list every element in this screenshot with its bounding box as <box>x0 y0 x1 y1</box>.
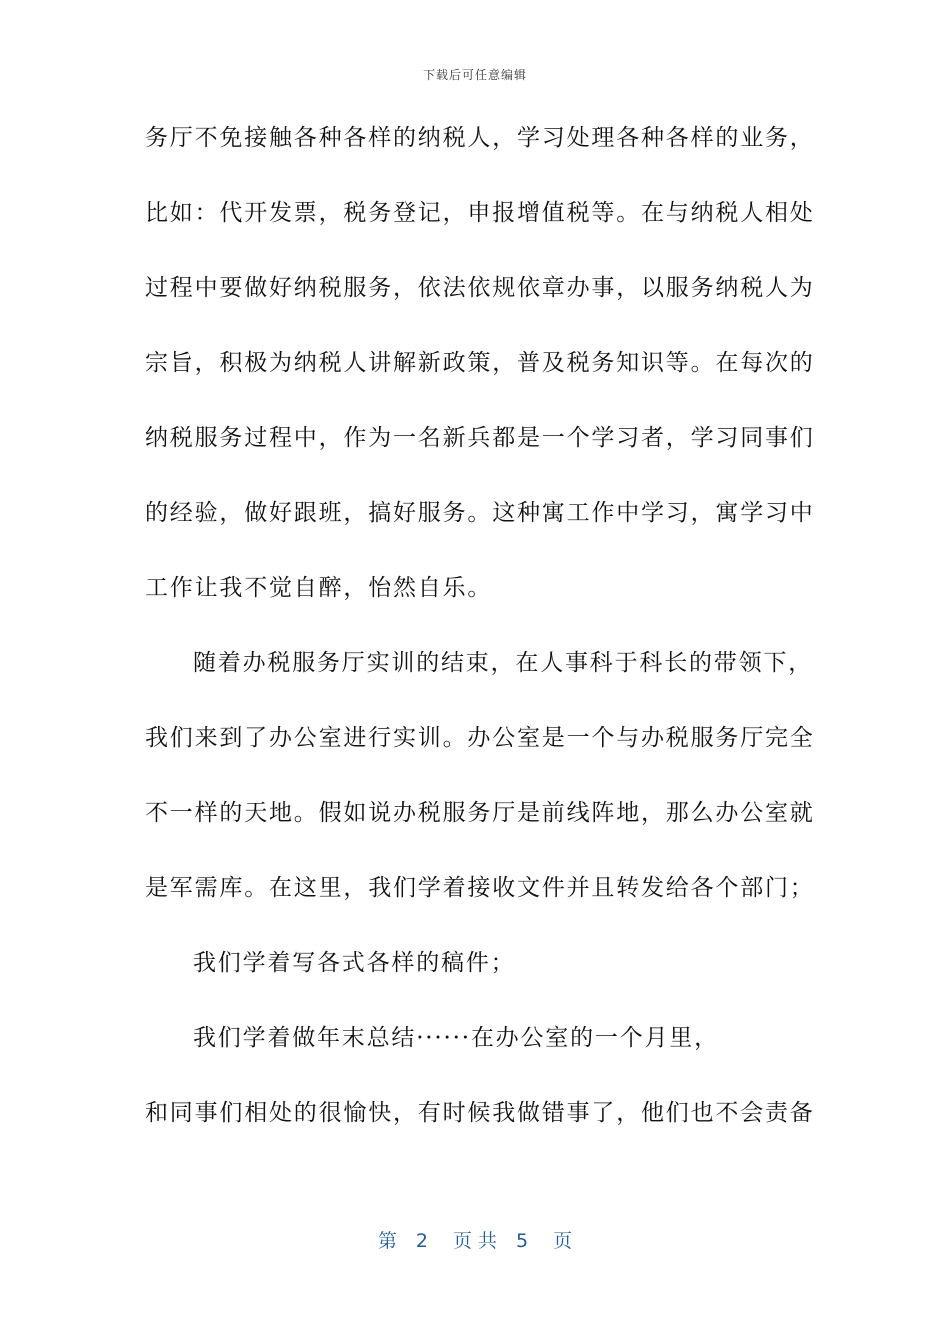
page-number: 第 2 页 共 5 页 <box>377 1230 573 1252</box>
document-body <box>145 115 815 1165</box>
text-line: 不一样的天地。假如说办税服务厅是前线阵地，那么办公室就 <box>145 800 815 826</box>
text-line: 比如：代开发票，税务登记，申报增值税等。在与纳税人相处 <box>145 200 815 226</box>
text-line: 是军需库。在这里，我们学着接收文件并且转发给各个部门； <box>145 875 815 901</box>
paragraph-start-line: 我们学着做年末总结······在办公室的一个月里， <box>193 1025 719 1051</box>
text-line: 宗旨，积极为纳税人讲解新政策，普及税务知识等。在每次的 <box>145 350 815 376</box>
text-line: 务厅不免接触各种各样的纳税人，学习处理各种各样的业务， <box>145 125 815 151</box>
text-line: 和同事们相处的很愉快，有时候我做错事了，他们也不会责备 <box>145 1100 815 1126</box>
paragraph-start-line: 我们学着写各式各样的稿件； <box>193 950 516 976</box>
text-line: 工作让我不觉自醉，怡然自乐。 <box>145 575 493 601</box>
paragraph-start-line: 随着办税服务厅实训的结束，在人事科于科长的带领下， <box>193 650 813 676</box>
text-line: 过程中要做好纳税服务，依法依规依章办事，以服务纳税人为 <box>145 275 815 301</box>
text-line: 的经验，做好跟班，搞好服务。这种寓工作中学习，寓学习中 <box>145 500 815 526</box>
text-line: 纳税服务过程中，作为一名新兵都是一个学习者，学习同事们 <box>145 425 815 451</box>
text-line: 我们来到了办公室进行实训。办公室是一个与办税服务厅完全 <box>145 725 815 751</box>
header-note: 下载后可任意编辑 <box>422 68 527 82</box>
